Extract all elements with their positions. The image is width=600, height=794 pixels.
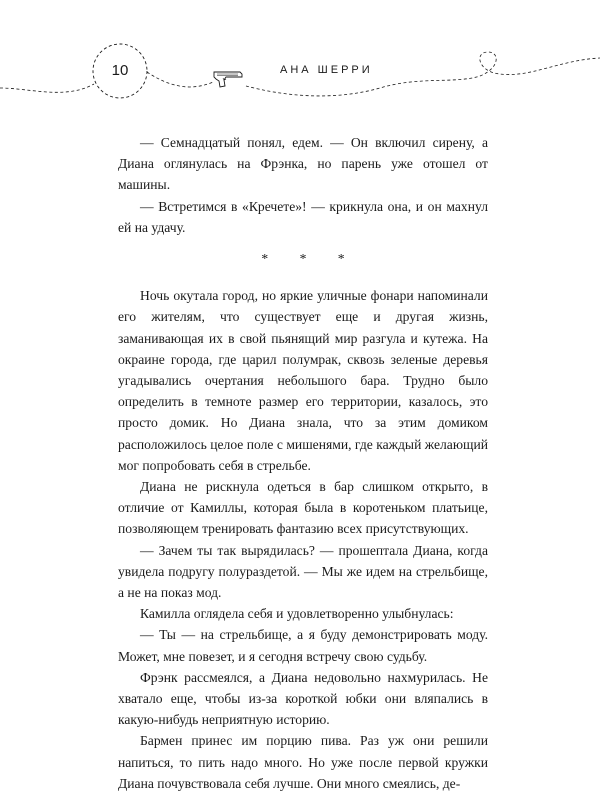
paragraph: — Встретимся в «Кречете»! — крикнула она, и он махнул ей на удачу. [118,198,488,235]
paragraph: Диана не рискнула одеться в бар слишком открыто, в отличие от Камиллы, которая была в коротеньком платьице, позволяющем тренировать фантазию всех присутствующих. [118,479,488,537]
paragraph: Камилла оглядела себя и удовлетворенно улыбнулась: [140,606,454,622]
paragraph: — Зачем ты так вырядилась? — прошептала Диана, когда увидела подругу полураздетой. — Мы же идем на стрельбище, а не на показ мод. [118,542,488,601]
running-head: АНА ШЕРРИ [280,64,373,76]
body-text [118,132,488,794]
pistol-icon [214,72,242,87]
paragraph: — Семнадцатый понял, едем. — Он включил сирену, а Диана оглянулась на Фрэнка, но парень уже отошел от машины. [118,135,488,193]
page-number: 10 [111,62,129,79]
header-ornament [0,0,600,120]
paragraph: Бармен принес им порцию пива. Раз уж они решили напиться, то пить надо много. Но уже после первой кружки Диана почувствовала себя лучше. Они много смеялись, де- [118,733,488,791]
paragraph: Фрэнк рассмеялся, а Диана недовольно нахмурилась. Не хватало еще, чтобы из-за короткой юбки они вляпались в какую-нибудь неприятную историю. [118,669,488,728]
section-separator: * * * [261,251,359,267]
paragraph: Ночь окутала город, но яркие уличные фонари напоминали его жителям, что существует еще и другая жизнь, заманивающая их в свой пьянящий мир разгула и кутежа. На окраине города, где царил полумрак, сквозь зеленые деревья угадывались очертания небольшого бара. Трудно было определить в темноте размер его территории, казалось, это просто домик. Но Диана знала, что за этим домиком расположилось целое поле с мишенями, где каждый желающий мог попробовать себя в стрельбе. [118,288,488,473]
dashed-trail-left [0,84,94,92]
dashed-trail-middle [147,72,213,87]
paragraph: — Ты — на стрельбище, а я буду демонстрировать моду. Может, мне повезет, и я сегодня встречу свою судьбу. [118,627,488,664]
